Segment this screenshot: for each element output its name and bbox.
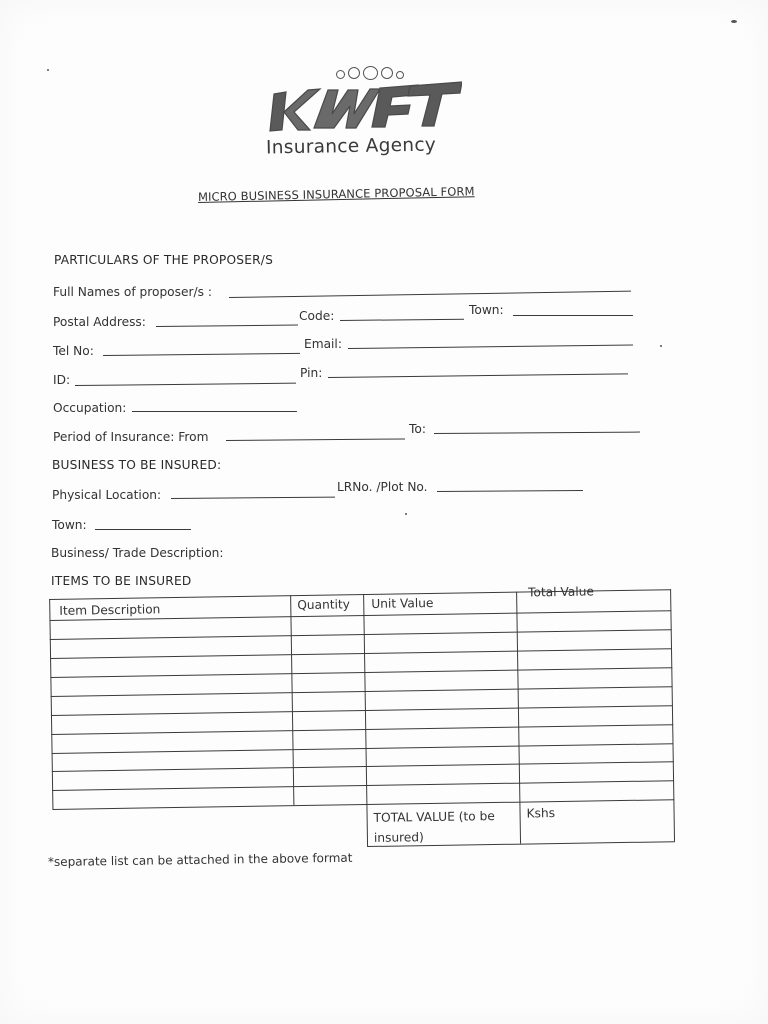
business-town-label: Town: [52, 518, 87, 532]
pin-label: Pin: [300, 366, 323, 380]
full-names-field[interactable] [229, 291, 631, 298]
tel-field[interactable] [103, 353, 300, 356]
section-heading-proposer: PARTICULARS OF THE PROPOSER/S [54, 253, 274, 267]
postal-address-label: Postal Address: [53, 315, 146, 329]
lr-plot-label: LRNo. /Plot No. [337, 480, 428, 494]
code-field[interactable] [340, 319, 464, 321]
occupation-field[interactable] [132, 411, 297, 412]
lr-plot-field[interactable] [437, 490, 583, 492]
postal-address-field[interactable] [156, 325, 298, 327]
footnote: *separate list can be attached in the above format [47, 850, 353, 869]
email-label: Email: [304, 337, 342, 351]
trade-description-label: Business/ Trade Description: [51, 546, 224, 560]
id-field[interactable] [75, 383, 296, 386]
email-field[interactable] [348, 345, 633, 349]
full-names-label: Full Names of proposer/s : [53, 285, 212, 299]
form-title: MICRO BUSINESS INSURANCE PROPOSAL FORM [197, 184, 475, 204]
town-label: Town: [469, 303, 504, 317]
period-to-field[interactable] [434, 432, 640, 434]
id-label: ID: [53, 373, 71, 387]
scan-speck [660, 345, 662, 347]
total-currency-label: Kshs [526, 806, 556, 821]
scan-speck [47, 69, 49, 71]
section-heading-items: ITEMS TO BE INSURED [51, 574, 192, 588]
col-header-item-description: Item Description [59, 602, 161, 618]
business-town-field[interactable] [95, 529, 191, 530]
physical-location-label: Physical Location: [52, 488, 162, 502]
kwft-wordmark-icon [268, 80, 462, 138]
physical-location-field[interactable] [171, 497, 335, 499]
code-label: Code: [299, 309, 335, 323]
town-field[interactable] [513, 315, 633, 316]
period-from-field[interactable] [226, 438, 405, 441]
col-header-unit-value: Unit Value [371, 595, 434, 611]
period-to-label: To: [409, 422, 426, 436]
pin-field[interactable] [328, 373, 628, 378]
tel-label: Tel No: [53, 344, 94, 358]
section-heading-business: BUSINESS TO BE INSURED: [52, 458, 222, 472]
col-header-total-value: Total Value [527, 584, 595, 600]
items-table [49, 580, 675, 852]
period-from-label: Period of Insurance: From [53, 430, 209, 444]
col-header-quantity: Quantity [297, 597, 351, 613]
brand-subtitle: Insurance Agency [265, 134, 437, 159]
total-value-label: TOTAL VALUE (to be insured) [373, 809, 495, 845]
occupation-label: Occupation: [53, 401, 127, 415]
logo-flower-icon [336, 66, 404, 80]
total-value-field[interactable] [520, 800, 673, 842]
scan-speck [405, 513, 407, 515]
scan-speck [731, 20, 737, 23]
kwft-logo [262, 64, 472, 164]
